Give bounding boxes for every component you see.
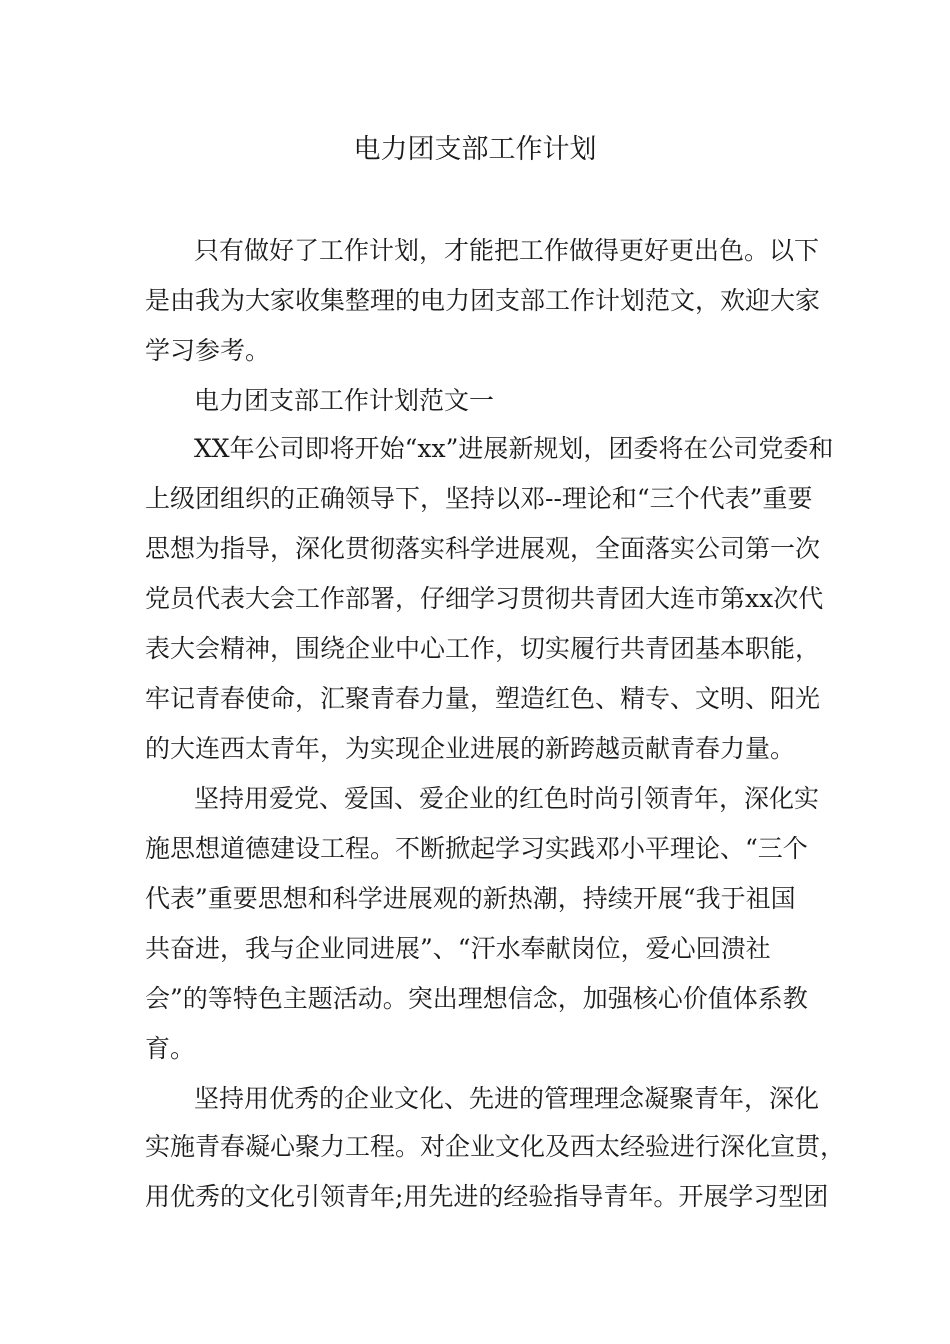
paragraph-line bbox=[0, 974, 950, 1024]
paragraph-line bbox=[0, 276, 950, 326]
line-text: 思想为指导，深化贯彻落实科学进展观，全面落实公司第一次 bbox=[145, 534, 821, 563]
line-text: 共奋进，我与企业同进展”、“汗水奉献岗位，爱心回溃社 bbox=[145, 934, 771, 963]
line-text: 施思想道德建设工程。不断掀起学习实践邓小平理论、“三个 bbox=[145, 834, 808, 863]
paragraph-line bbox=[0, 1122, 950, 1172]
paragraph-line bbox=[0, 924, 950, 974]
line-text: 学习参考。 bbox=[145, 336, 271, 365]
line-text: XX年公司即将开始“xx”进展新规划，团委将在公司党委和 bbox=[194, 434, 834, 463]
paragraph-line bbox=[0, 674, 950, 724]
line-text: 牢记青春使命，汇聚青春力量，塑造红色、精专、文明、阳光 bbox=[145, 684, 821, 713]
line-text: 实施青春凝心聚力工程。对企业文化及西太经验进行深化宣贯， bbox=[145, 1132, 846, 1161]
paragraph-line bbox=[0, 1172, 950, 1222]
line-text: 表大会精神，围绕企业中心工作，切实履行共青团基本职能， bbox=[145, 634, 821, 663]
paragraph-line bbox=[0, 1074, 950, 1124]
line-text: 会”的等特色主题活动。突出理想信念，加强核心价值体系教 bbox=[145, 984, 808, 1013]
paragraph-line bbox=[0, 226, 950, 276]
line-text: 代表”重要思想和科学进展观的新热潮，持续开展“我于祖国 bbox=[145, 884, 796, 913]
paragraph-line bbox=[0, 1024, 950, 1074]
paragraph-line bbox=[0, 574, 950, 624]
paragraph-line bbox=[0, 424, 950, 474]
line-text: 上级团组织的正确领导下，坚持以邓--理论和“三个代表”重要 bbox=[145, 484, 813, 513]
paragraph-line bbox=[0, 326, 950, 376]
paragraph-line bbox=[0, 774, 950, 824]
paragraph-line bbox=[0, 724, 950, 774]
paragraph-line bbox=[0, 624, 950, 674]
paragraph-line bbox=[0, 874, 950, 924]
paragraph-line bbox=[0, 524, 950, 574]
line-text: 坚持用爱党、爱国、爱企业的红色时尚引领青年，深化实 bbox=[194, 784, 820, 813]
line-text: 坚持用优秀的企业文化、先进的管理理念凝聚青年，深化 bbox=[194, 1084, 820, 1113]
line-text: 是由我为大家收集整理的电力团支部工作计划范文，欢迎大家 bbox=[145, 286, 821, 315]
line-text: 电力团支部工作计划范文一 bbox=[194, 386, 495, 415]
line-text: 的大连西太青年，为实现企业进展的新跨越贡献青春力量。 bbox=[145, 734, 796, 763]
document-title: 电力团支部工作计划 bbox=[353, 134, 597, 165]
line-text: 只有做好了工作计划，才能把工作做得更好更出色。以下 bbox=[194, 236, 820, 265]
line-text: 用优秀的文化引领青年;用先进的经验指导青年。开展学习型团 bbox=[145, 1182, 829, 1211]
paragraph-line bbox=[0, 824, 950, 874]
paragraph-line bbox=[0, 474, 950, 524]
line-text: 育。 bbox=[145, 1034, 196, 1063]
line-text: 党员代表大会工作部署，仔细学习贯彻共青团大连市第xx次代 bbox=[145, 584, 824, 613]
paragraph-line bbox=[0, 376, 950, 426]
